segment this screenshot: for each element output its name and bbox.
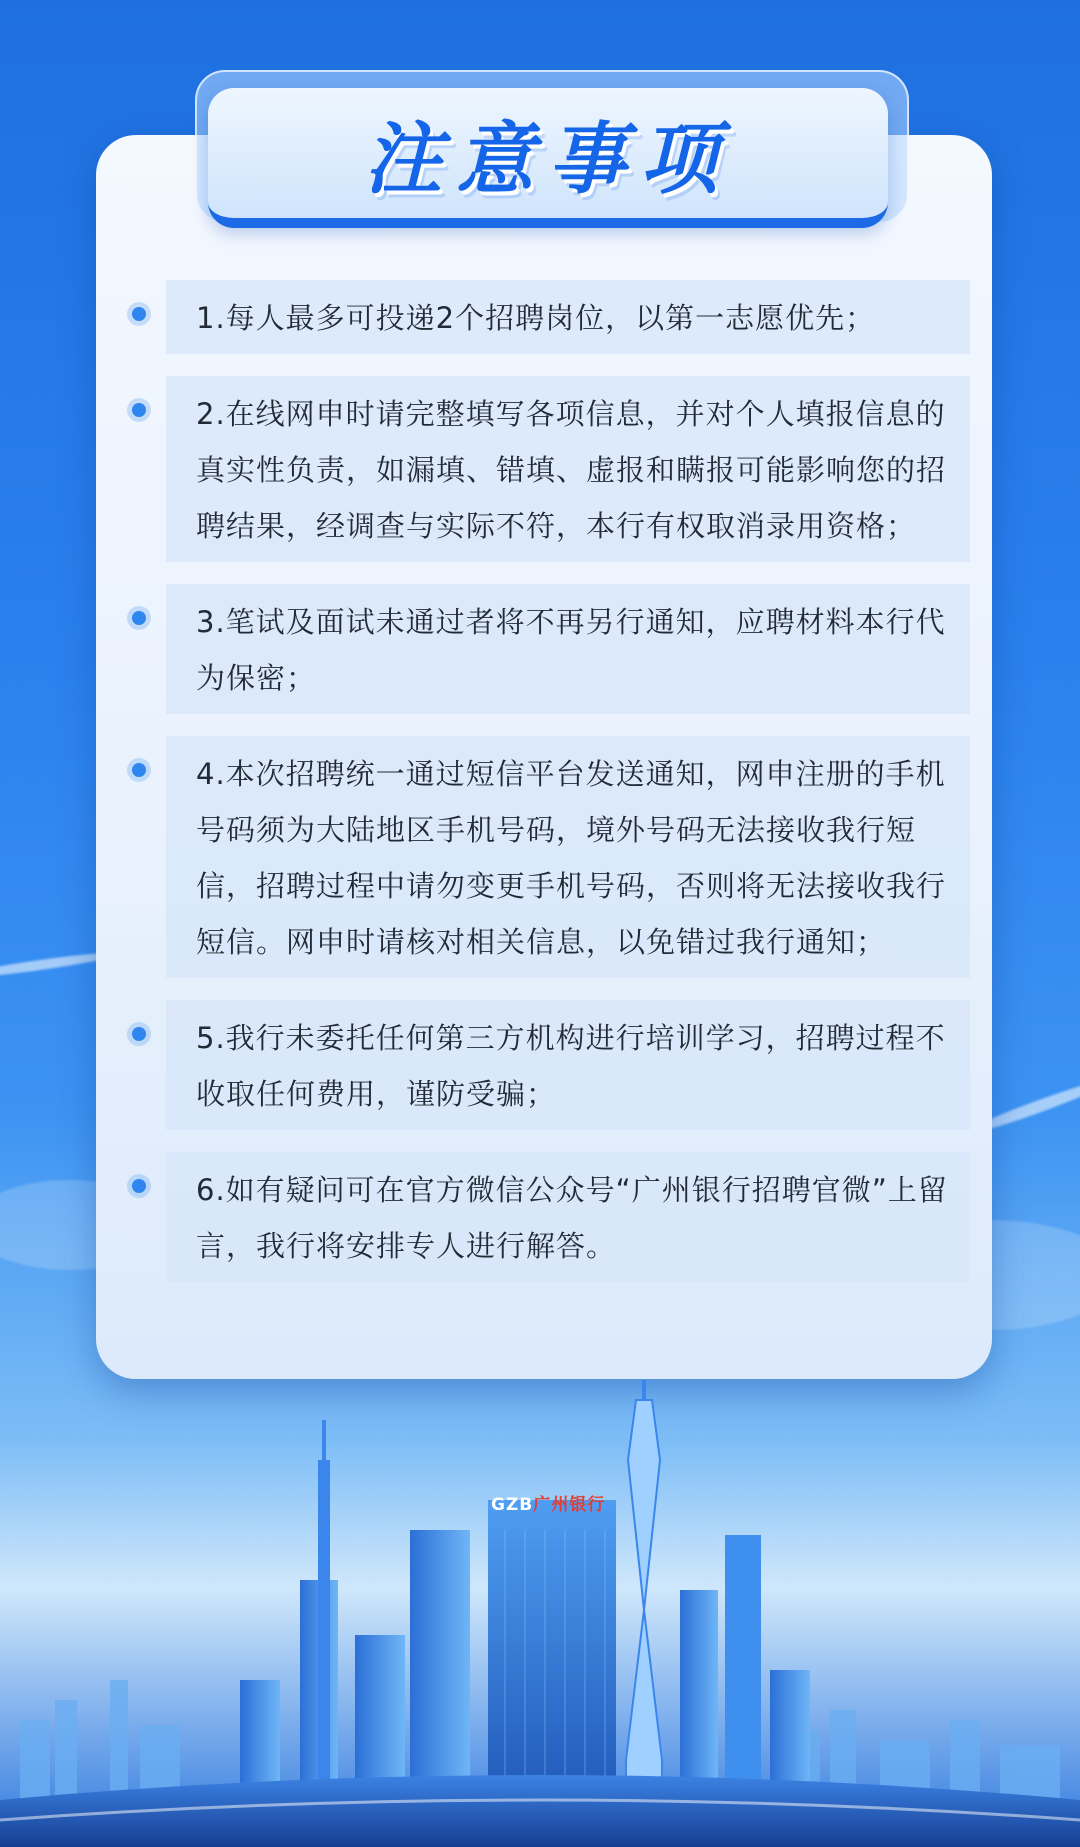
notice-text: 2.在线网申时请完整填写各项信息，并对个人填报信息的真实性负责，如漏填、错填、虚报和瞒报可能影响您的招聘结果，经调查与实际不符，本行有权取消录用资格； (166, 376, 970, 562)
page-title: 注意事项 (363, 115, 732, 205)
notice-text: 4.本次招聘统一通过短信平台发送通知，网申注册的手机号码须为大陆地区手机号码，境外号码无法接收我行短信，招聘过程中请勿变更手机号码，否则将无法接收我行短信。网申时请核对相关信息，以免错过我行通知； (166, 736, 970, 978)
list-item (120, 584, 970, 714)
bank-sign (491, 1490, 605, 1515)
bank-sign-code: GZB (491, 1495, 534, 1515)
notice-text: 6.如有疑问可在官方微信公众号“广州银行招聘官微”上留言，我行将安排专人进行解答。 (166, 1152, 970, 1282)
list-item (120, 1152, 970, 1282)
city-skyline-illustration (0, 1380, 1080, 1847)
notice-text: 3.笔试及面试未通过者将不再另行通知，应聘材料本行代为保密； (166, 584, 970, 714)
notice-text: 5.我行未委托任何第三方机构进行培训学习，招聘过程不收取任何费用，谨防受骗； (166, 1000, 970, 1130)
bullet-dot-icon (132, 403, 146, 417)
bullet-dot-icon (132, 1027, 146, 1041)
list-item (120, 1000, 970, 1130)
title-plate (208, 88, 888, 228)
bank-sign-name: 广州银行 (533, 1495, 606, 1515)
bullet-dot-icon (132, 307, 146, 321)
notice-text: 1.每人最多可投递2个招聘岗位，以第一志愿优先； (166, 280, 970, 354)
bullet-dot-icon (132, 763, 146, 777)
list-item (120, 736, 970, 978)
bullet-dot-icon (132, 611, 146, 625)
bullet-dot-icon (132, 1179, 146, 1193)
notice-list (120, 280, 970, 1304)
list-item (120, 376, 970, 562)
list-item (120, 280, 970, 354)
